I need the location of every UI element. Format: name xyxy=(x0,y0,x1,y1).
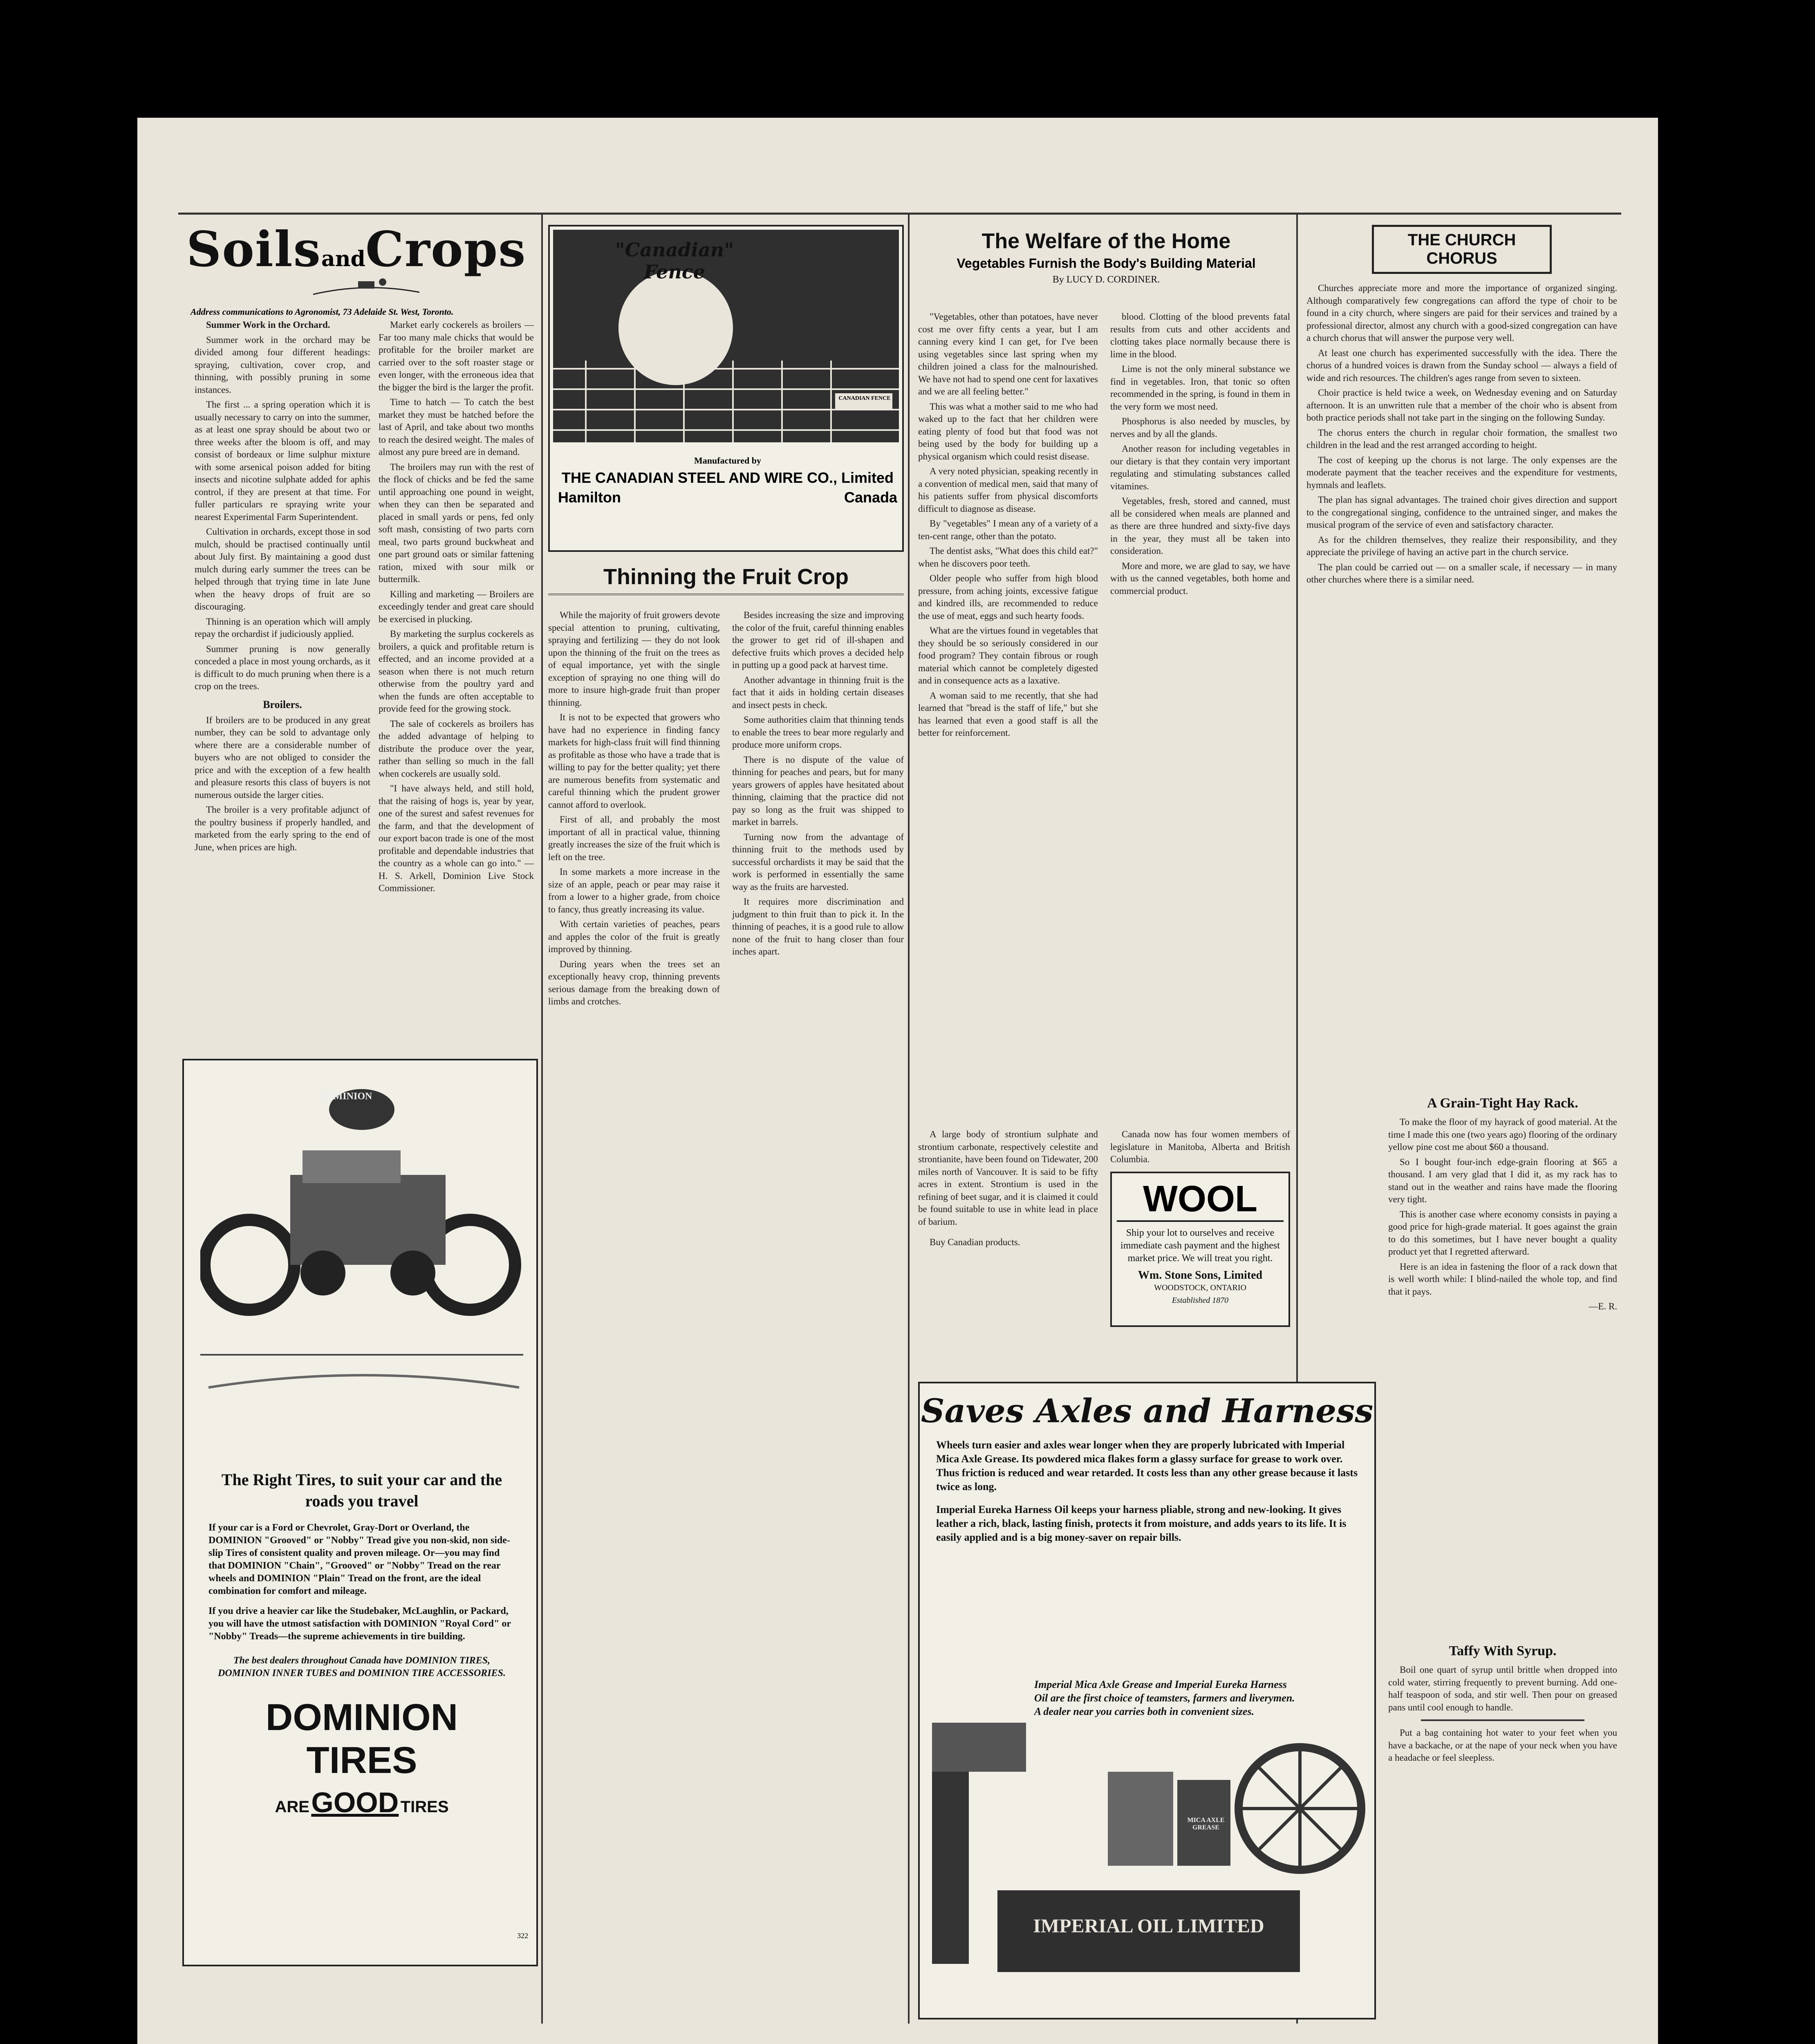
dominion-badge: DOMINION xyxy=(318,1091,372,1102)
mica-can-label: MICA AXLE GREASE xyxy=(1187,1817,1225,1831)
hay-rack-title: A Grain-Tight Hay Rack. xyxy=(1427,1096,1578,1111)
hay-rack-article xyxy=(1388,1096,1617,1639)
broilers-paragraph: Time to hatch — To catch the best market they must be hatched before the last of April, and take about two months to reach the desired weight. The males of almost any pure breed are in demand. xyxy=(379,397,534,457)
fence-manufactured-by: Manufactured by xyxy=(694,455,761,466)
welfare-paragraph: By "vegetables" I mean any of a variety of a ten-cent range, other than the potato. xyxy=(918,518,1098,541)
axles-body: Imperial Eureka Harness Oil keeps your harness pliable, strong and new-looking. It gives leather a rich, black, lasting finish, protects it from moisture, and adds years to its life. It is easily applied and is a big money-saver on repair bills. xyxy=(936,1504,1347,1543)
canadian-fence-ad xyxy=(548,225,904,552)
church-title: THE CHURCH CHORUS xyxy=(1407,231,1516,267)
grease-can-and-wheel-icon xyxy=(932,1612,1365,2005)
strontium-note xyxy=(918,1128,1098,1374)
church-paragraph: At least one church has experimented successfully with the idea. There the chorus of a hundred voices is drawn from the Sunday school — always a field of wide and rich resources. The children's ages range from seven to sixteen. xyxy=(1306,347,1617,383)
strontium-paragraph: A large body of strontium sulphate and strontium carbonate, respectively celestite and strontianite, have been found on Tidewater, 200 miles north of Vancouver. It is said to be fifty acres in extent. Strontium is used in the refining of beet sugar, and it is claimed it could be found suitable to use in white lead in place of barium. xyxy=(918,1129,1098,1227)
church-paragraph: The plan could be carried out — on a smaller scale, if necessary — in many other churches where there is a similar need. xyxy=(1306,562,1617,585)
broilers-paragraph: The broilers may run with the rest of the flock of chicks and be fed the same until approaching one pound in weight, when they can then be separated and placed in small yards or pens, fed only soft mash, consisting of two parts corn meal, two parts ground buckwheat and one part ground oats or similar fattening ration, mixed with sour milk or buttermilk. xyxy=(379,462,534,584)
thinning-paragraph: It requires more discrimination and judgment to thin fruit than to pick it. In the thinning of peaches, it is a good rule to allow none of the fruit to hang closer than four inches apart. xyxy=(732,896,904,957)
taffy-recipe: Boil one quart of syrup until brittle when dropped into cold water, stirring frequently to prevent burning. Add one-half teaspoon of soda, and stir well. Then pour on greased pans until cool enough to handle. xyxy=(1388,1665,1617,1712)
church-paragraph: As for the children themselves, they realize their responsibility, and they appreciate the privilege of having an active part in the church service. xyxy=(1306,534,1617,557)
dominion-dealers: The best dealers throughout Canada have DOMINION TIRES, DOMINION INNER TUBES and DOMINION TIRE ACCESSORIES. xyxy=(218,1655,506,1679)
thinning-paragraph: First of all, and probably the most important of all in practical value, thinning greatly increases the size of the fruit which is left on the tree. xyxy=(548,814,720,862)
orchard-paragraph: Summer work in the orchard may be divided among four different headings: spraying, cultivation, cover crop, and thinning, with possibly pruning in some instances. xyxy=(195,334,370,395)
dominion-body: If you drive a heavier car like the Studebaker, McLaughlin, or Packard, you will have the utmost satisfaction with DOMINION "Royal Cord" or "Nobby" Treads—the supreme achievements in tire building. xyxy=(208,1606,511,1642)
canada-women-note: Canada now has four women members of legislature in Manitoba, Alberta and British Columbia. xyxy=(1110,1129,1290,1164)
imperial-oil-logo: IMPERIAL OIL LIMITED xyxy=(1033,1915,1264,1937)
orchard-paragraph: The first ... a spring operation which it is usually necessary to carry on into the summer, as at least one spray should be about two or three weeks after the bloom is off, and may consist of bordeaux or lime sulphur mixture with some arsenical poison added for biting insects and nicotine sulphate added for aphis control, if they are present at that time. For fuller particulars re spraying write your nearest Experimental Farm Superintendent. xyxy=(195,399,370,522)
thinning-paragraph: Some authorities claim that thinning tends to enable the trees to bear more regularly and produce more uniform crops. xyxy=(732,715,904,750)
welfare-paragraph: Vegetables, fresh, stored and canned, must all be considered when meals are planned and as there are three hundred and sixty-five days in the year, they must all be taken into consideration. xyxy=(1110,496,1290,556)
wool-city: WOODSTOCK, ONTARIO xyxy=(1154,1283,1246,1292)
hay-rack-paragraph: To make the floor of my hayrack of good material. At the time I made this one (two years ago) flooring of the ordinary yellow pine cost me about $60 a thousand. xyxy=(1388,1117,1617,1152)
wool-ad xyxy=(1110,1172,1290,1327)
thinning-paragraph: It is not to be expected that growers who have had no experience in finding fancy markets for high-class fruit will find thinning as profitable as those who have a trade that is willing to pay for the better quality; yet there are numerous benefits from systematic and careful thinning which the prudent grower cannot afford to overlook. xyxy=(548,712,720,810)
thinning-paragraph: Another advantage in thinning fruit is the fact that it aids in holding certain diseases and insect pests in check. xyxy=(732,675,904,710)
soils-column-2 xyxy=(379,319,534,1051)
broilers-paragraph: If broilers are to be produced in any great number, they can be sold to advantage only where there are a considerable number of buyers who are not obliged to consider the price and with the exception of a few health and pleasure resorts this class of buyers is not numerous outside the larger cities. xyxy=(195,715,370,800)
dominion-ad-number: 322 xyxy=(517,1932,528,1940)
hay-rack-paragraph: So I bought four-inch edge-grain flooring at $65 a thousand. I am very glad that I did it, as my rack has to stand out in the weather and rains have made the flooring very tight. xyxy=(1388,1156,1617,1204)
plowing-farmer-icon xyxy=(313,270,419,298)
soils-address: Address communications to Agronomist, 73 Adelaide St. West, Toronto. xyxy=(190,307,454,317)
church-paragraph: Choir practice is held twice a week, on Wednesday evening and on Saturday afternoon. It is an unwritten rule that a member of the choir who is absent from both practice periods shall not take part in the singing on the following Sunday. xyxy=(1306,388,1617,423)
church-title-box xyxy=(1372,225,1552,274)
broilers-paragraph: The broiler is a very profitable adjunct of the poultry business if properly handled, and marketed from the early spring to the end of June, when prices are high. xyxy=(195,805,370,852)
top-rule xyxy=(178,213,1621,215)
welfare-paragraph: What are the virtues found in vegetables that they should be so seriously considered in our food program? They contain fibrous or rough material which cannot be completely digested and in consequence acts as a laxative. xyxy=(918,625,1098,686)
hay-rack-signature: —E. R. xyxy=(1589,1301,1617,1311)
orchard-paragraph: Summer pruning is now generally conceded a place in most young orchards, as it is difficult to do much pruning when there is a crop on the trees. xyxy=(195,643,370,691)
fence-banner: CANADIAN FENCE xyxy=(838,395,891,401)
dominion-brand: DOMINION TIRES xyxy=(265,1697,458,1781)
axles-body: Wheels turn easier and axles wear longer when they are properly lubricated with Imperial Mica Axle Grease. Its powdered mica flakes form a glassy surface for grease to work over. Thus friction is reduced and wear retarded. It costs less than any other grease because it lasts twice as long. xyxy=(936,1439,1358,1493)
thinning-paragraph: While the majority of fruit growers devote special attention to pruning, cultivating, spraying and fertilizing — they do not look upon the thinning of the fruit on the trees as of equal importance, yet with the single exception of spraying no one thing will do more to insure high-grade fruit than proper thinning. xyxy=(548,610,720,708)
broilers-heading: Broilers. xyxy=(263,698,302,710)
broilers-paragraph: Market early cockerels as broilers — Far too many male chicks that would be profitable for the broiler market are carried over to the soft roaster stage or even longer, with the erroneous idea that the bigger the bird is the larger the profit. xyxy=(379,320,534,392)
thinning-paragraph: There is no dispute of the value of thinning for peaches and pears, but for many years growers of apples have hesitated about thinning, claiming that the practice did not pay so long as the fruit was shipped to market in barrels. xyxy=(732,754,904,827)
broilers-paragraph: Killing and marketing — Broilers are exceedingly tender and great care should be exercised in plucking. xyxy=(379,589,534,624)
wool-body: Ship your lot to ourselves and receive immediate cash payment and the highest market price. We will treat you right. xyxy=(1120,1227,1280,1264)
welfare-paragraph: Another reason for including vegetables in our dietary is that they contain very important regulating and stimulating substances called vitamines. xyxy=(1110,444,1290,491)
wool-established: Established 1870 xyxy=(1172,1295,1229,1305)
fence-country: Canada xyxy=(844,489,897,506)
hay-rack-paragraph: Here is an idea in fastening the floor of a rack down that is well worth while: I blind-nailed the whole top, and find that it pays. xyxy=(1388,1261,1617,1297)
tire-and-car-illustration-icon xyxy=(200,1069,523,1461)
wool-title: WOOL xyxy=(1117,1178,1284,1222)
taffy-article xyxy=(1388,1643,1617,1872)
welfare-paragraph: Lime is not the only mineral substance we find in vegetables. Iron, that tonic so often recommended in the spring, is found in them in the very form we most need. xyxy=(1110,364,1290,412)
thinning-title: Thinning the Fruit Crop xyxy=(548,564,904,595)
masthead-soils: Soils xyxy=(186,221,322,278)
dominion-tires-ad xyxy=(182,1059,538,1966)
soils-column-1 xyxy=(195,319,370,1051)
welfare-title: The Welfare of the Home xyxy=(981,229,1231,253)
orchard-paragraph: Cultivation in orchards, except those in sod mulch, should be practised continually until about July first. By maintaining a good dust mulch during early summer the trees can be helped through that trying time in late June when the heavy drops of fruit are so discouraging. xyxy=(195,527,370,612)
fence-city: Hamilton xyxy=(558,489,621,506)
taffy-title: Taffy With Syrup. xyxy=(1449,1643,1557,1659)
welfare-byline: By LUCY D. CORDINER. xyxy=(1052,274,1160,285)
newspaper-page xyxy=(137,118,1658,2044)
thinning-paragraph: Turning now from the advantage of thinning fruit to the methods used by successful orchardists it may be said that the work is performed in essentially the same way as the fruits are harvested. xyxy=(732,831,904,892)
arkell-quote: "I have always held, and still hold, that the raising of hogs is, year by year, one of the surest and safest revenues for the farm, and that the development of our export bacon trade is one of the most profitable and dependable industries that the country as a whole can go into." — H. S. Arkell, Dominion Live Stock Commissioner. xyxy=(379,783,534,893)
dominion-slogan-tires: TIRES xyxy=(400,1798,449,1816)
dominion-slogan-are: ARE xyxy=(275,1798,309,1816)
fence-company: THE CANADIAN STEEL AND WIRE CO., Limited xyxy=(561,469,894,486)
welfare-article xyxy=(918,229,1294,1120)
church-paragraph: Churches appreciate more and more the importance of organized singing. Although comparatively few congregations can afford the type of choir to be found in a city church, where singers are paid for their services and trained by a professional director, almost any church with a good-sized congregation can have a church chorus that will answer the purpose very well. xyxy=(1306,283,1617,343)
column-rule xyxy=(908,213,910,2024)
welfare-paragraph: The dentist asks, "What does this child eat?" when he discovers poor teeth. xyxy=(918,546,1098,569)
axles-caption: Imperial Mica Axle Grease and Imperial Eureka Harness Oil are the first choice of teamsters, farmers and liverymen. A dealer near you carries both in convenient sizes. xyxy=(1034,1679,1295,1717)
church-paragraph: The chorus enters the church in regular choir formation, the smallest two children in the lead and the rest arranged according to height. xyxy=(1306,427,1617,450)
church-chorus-article xyxy=(1306,225,1617,1083)
broilers-paragraph: The sale of cockerels as broilers has the added advantage of helping to distribute the produce over the year, rather than selling so much in the fall when cockerels are usually sold. xyxy=(379,718,534,779)
dominion-headline: The Right Tires, to suit your car and the roads you travel xyxy=(221,1470,502,1510)
axles-title: Saves Axles and Harness xyxy=(921,1392,1374,1430)
thinning-paragraph: With certain varieties of peaches, pears and apples the color of the fruit is greatly improved by thinning. xyxy=(548,919,720,954)
buy-canadian: Buy Canadian products. xyxy=(930,1237,1020,1247)
hay-rack-paragraph: This is another case where economy consists in paying a good price for high-grade material. It goes against the grain to do this sometimes, but I have never bought a quality product yet that I regretted afterward. xyxy=(1388,1209,1617,1257)
church-paragraph: The cost of keeping up the chorus is not large. The only expenses are the moderate payment that the teacher receives and the expenditure for vestments, hymnals and leaflets. xyxy=(1306,455,1617,490)
fence-logo-line1: "Canadian" xyxy=(615,239,734,261)
divider xyxy=(1421,1719,1584,1721)
welfare-paragraph: A very noted physician, speaking recently in a convention of medical men, said that many of his patients suffer from physical discomforts difficult to diagnose as disease. xyxy=(918,466,1098,514)
welfare-subtitle: Vegetables Furnish the Body's Building Material xyxy=(957,256,1256,271)
thinning-article xyxy=(548,564,904,2019)
welfare-paragraph: "Vegetables, other than potatoes, have never cost me over fifty cents a year, but I am canning every kind I can get, for I've been using vegetables since last spring when my children joined a class for the malnourished. We have not had to spend one cent for laxatives and we are all feeling better." xyxy=(918,312,1098,397)
axles-harness-ad xyxy=(918,1382,1376,2019)
dominion-slogan-good: GOOD xyxy=(311,1786,399,1818)
thinning-paragraph: Besides increasing the size and improving the color of the fruit, careful thinning enables the grower to get rid of ill-shapen and defective fruits which proves a decided help in putting up a good pack at harvest time. xyxy=(732,610,904,670)
fence-logo-line2: Fence xyxy=(643,261,706,283)
church-paragraph: The plan has signal advantages. The trained choir gives direction and support to the congregational singing, confidence to the untrained singer, and makes the musical program of the service of even and satisfactory character. xyxy=(1306,495,1617,530)
broilers-paragraph: By marketing the surplus cockerels as broilers, a quick and profitable return is effected, and an income provided at a season when there is not much return otherwise from the poultry yard and when the funds are often acceptable to provide feed for the growing stock. xyxy=(379,629,534,714)
welfare-paragraph: A woman said to me recently, that she had learned that "bread is the staff of life," but she has learned that even a good staff is all the better for reinforcement. xyxy=(918,690,1098,738)
wool-company: Wm. Stone Sons, Limited xyxy=(1138,1269,1263,1282)
orchard-heading: Summer Work in the Orchard. xyxy=(206,320,330,330)
thinning-paragraph: In some markets a more increase in the size of an apple, peach or pear may raise it from a lower to a higher grade, from choice to fancy, thus greatly increasing its value. xyxy=(548,867,720,914)
column-rule xyxy=(541,213,543,2024)
wool-column xyxy=(1110,1128,1290,1374)
welfare-paragraph: More and more, we are glad to say, we have with us the canned vegetables, both home and commercial product. xyxy=(1110,560,1290,596)
thinning-paragraph: During years when the trees set an exceptionally heavy crop, thinning prevents serious damage from the breaking down of limbs and crotches. xyxy=(548,959,720,1006)
dominion-body: If your car is a Ford or Chevrolet, Gray-Dort or Overland, the DOMINION "Grooved" or "Nobby" Tread give you non-skid, non side-slip Tires of consistent quality and proven mileage. Or—you may find that DOMINION "Chain", "Grooved" or "Nobby" Tread on the rear wheels and DOMINION "Plain" Tread on the front, are the ideal combination for comfort and mileage. xyxy=(208,1522,510,1596)
masthead-and: and xyxy=(321,247,365,271)
orchard-paragraph: Thinning is an operation which will amply repay the orchardist if judiciously applied. xyxy=(195,616,370,639)
masthead-crops: Crops xyxy=(365,221,527,278)
soils-masthead xyxy=(178,221,538,307)
welfare-paragraph: Phosphorus is also needed by muscles, by nerves and by all the glands. xyxy=(1110,416,1290,439)
welfare-paragraph: This was what a mother said to me who had waked up to the fact that her children were eating plenty of food but that food was not being used by the body for building up a physical organism which could resist disease. xyxy=(918,401,1098,462)
page-content xyxy=(178,213,1621,2032)
welfare-paragraph: Older people who suffer from high blood pressure, from aching joints, excessive fatigue and kindred ills, are recommended to reduce the use of meat, eggs and such hearty foods. xyxy=(918,573,1098,621)
taffy-tip: Put a bag containing hot water to your feet when you have a backache, or at the nape of your neck when you have a headache or feel sleepless. xyxy=(1388,1728,1617,1763)
welfare-paragraph: blood. Clotting of the blood prevents fatal results from cuts and other accidents and clotting takes place normally because there is lime in the blood. xyxy=(1110,312,1290,359)
